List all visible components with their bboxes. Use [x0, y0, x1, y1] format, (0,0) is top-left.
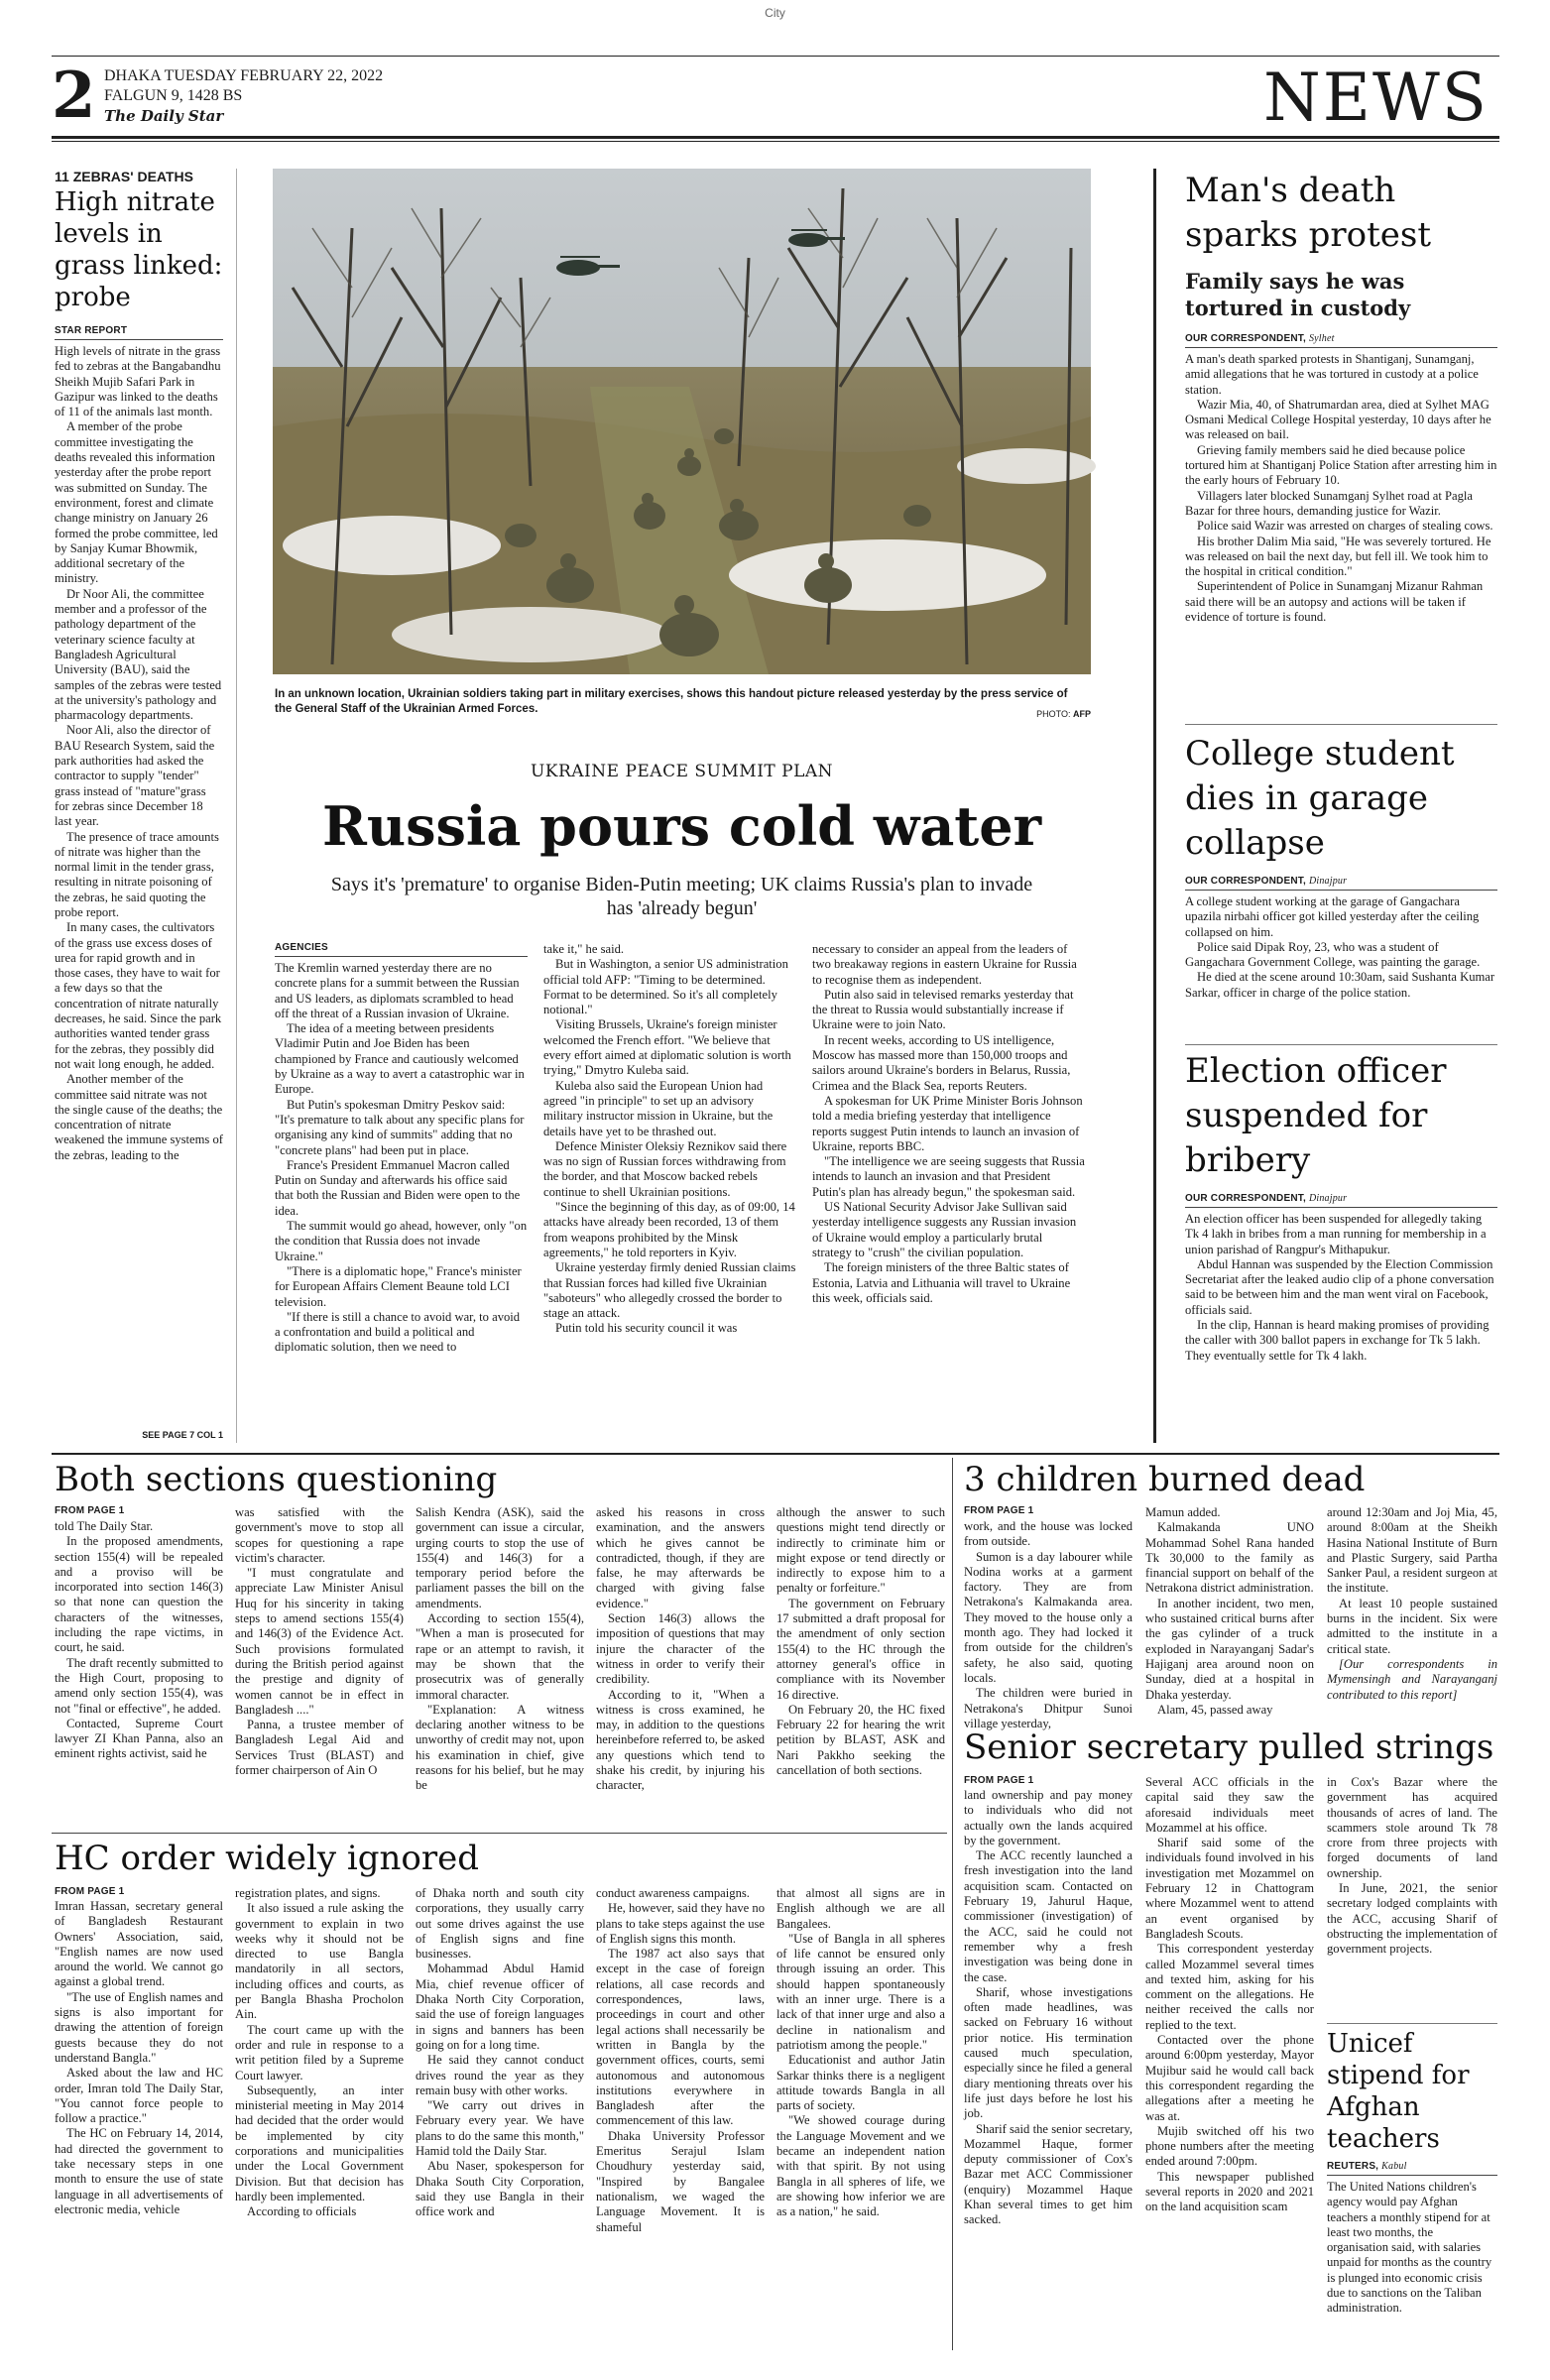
hc-col-4	[596, 1886, 765, 2350]
paragraph: The court came up with the order and rule in response to a writ petition filed by a Supreme Court lawyer.	[235, 2022, 404, 2082]
both-col-4	[596, 1505, 765, 1828]
hc-col-3	[416, 1886, 584, 2350]
paragraph: Sharif said some of the individuals found involved in his investigation met Mozammel on February 12 in Chattogram where Mozammel went to attend an event organised by Bangladesh Scouts.	[1145, 1836, 1314, 1941]
paragraph: A member of the probe committee investigating the deaths revealed this information yesterday after the probe report was submitted on Sunday. The environment, forest and climate change ministry on January 26 formed the probe committee, led by Sanjay Kumar Bhowmik, additional secretary of the ministry.	[55, 419, 218, 586]
paragraph: Abu Naser, spokesperson for Dhaka South City Corporation, said they use Bangla in their office work and	[416, 2159, 584, 2219]
paragraph: although the answer to such questions might tend directly or indirectly to criminate him or might expose or tend directly or indirectly to expose him to a penalty or forfeiture."	[776, 1505, 945, 1596]
column-divider	[236, 169, 237, 1443]
photo-credit-source: AFP	[1073, 709, 1091, 719]
zebras-headline: High nitrate levels in grass linked: probe	[55, 187, 223, 312]
senior-col-2	[1145, 1775, 1314, 2350]
both-col-1	[55, 1519, 223, 1827]
byline-location: Dinajpur	[1308, 876, 1348, 887]
paragraph: necessary to consider an appeal from the leaders of two breakaway regions in eastern Ukraine for Russia to recognise them as independent.	[812, 942, 1077, 987]
both-sections-headline: Both sections questioning	[55, 1460, 498, 1499]
unicef-byline	[1327, 2161, 1497, 2176]
paragraph: Visiting Brussels, Ukraine's foreign minister welcomed the French effort. "We believe that every effort aimed at diplomatic solution is worth trying," Dmytro Kuleba said.	[543, 1017, 791, 1078]
paragraph: But in Washington, a senior US administration official told AFP: "Timing to be determined. Format to be determined. So it's all completely notional."	[543, 957, 788, 1017]
mans-death-byline	[1185, 333, 1497, 348]
zebras-continued[interactable]: SEE PAGE 7 COL 1	[142, 1430, 223, 1440]
byline-agency: OUR CORRESPONDENT,	[1185, 876, 1306, 887]
paragraph: Alam, 45, passed away	[1157, 1702, 1273, 1717]
hc-col-1	[55, 1899, 223, 2350]
both-col-2	[235, 1505, 404, 1828]
hc-col-5	[776, 1886, 945, 2350]
paper-logo: The Daily Star	[104, 107, 224, 125]
paragraph: In another incident, two men, who sustained critical burns after the gas cylinder of a truck exploded in Narayanganj Sadar's Hajiganj area around noon on Sunday, died at a hospital in Dhaka yesterday.	[1145, 1596, 1314, 1702]
paragraph: that almost all signs are in English although we are all Bangalees.	[776, 1886, 945, 1931]
paragraph: The HC on February 14, 2014, had directed the government to take necessary steps in one month to ensure the use of state language in all advertisements of electronic media, vehicle	[55, 2126, 223, 2216]
paragraph: registration plates, and signs.	[235, 1886, 381, 1900]
paragraph: was satisfied with the government's move to stop all scopes for questioning a rape victim's character.	[235, 1505, 404, 1565]
senior-headline: Senior secretary pulled strings	[964, 1727, 1494, 1767]
paragraph: told The Daily Star.	[55, 1519, 154, 1533]
paragraph: According to officials	[247, 2204, 357, 2219]
paragraph: Kalmakanda UNO Mohammad Sohel Rana handed Tk 30,000 to the family as financial support on behalf of the Netrakona district administration.	[1145, 1520, 1314, 1596]
paragraph: Police said Wazir was arrested on charges of stealing cows.	[1197, 519, 1493, 534]
paragraph: Contacted, Supreme Court lawyer ZI Khan Panna, also an eminent rights activist, said he	[55, 1716, 223, 1761]
lead-headline: Russia pours cold water	[321, 794, 1042, 858]
paragraph: Putin also said in televised remarks yesterday that the threat to Russia would substantially increase if Ukraine were to join Nato.	[812, 987, 1074, 1032]
paragraph: A college student working at the garage of Gangachara upazila nirbahi officer got killed yesterday after the ceiling collapsed on him.	[1185, 894, 1480, 939]
paragraph: "If there is still a chance to avoid war, to avoid a confrontation and build a political and diplomatic solution, then we need to	[275, 1309, 521, 1355]
soldiers-exercise-image	[273, 169, 1091, 674]
mans-death-subhead: Family says he was tortured in custody	[1185, 269, 1411, 320]
paragraph: This newspaper published several reports in 2020 and 2021 on the land acquisition scam	[1145, 2169, 1314, 2214]
lead-col1-body	[275, 961, 528, 1356]
paragraph: "Use of Bangla in all spheres of life cannot be ensured only through issuing an order. This should happen spontaneously with an inner urge. There is a lack of that inner urge and also a decline in nationalism and patriotism among the people."	[776, 1931, 945, 2052]
paragraph: Dr Noor Ali, the committee member and a professor of the pathology department of the veterinary science faculty at Bangladesh Agricultural University (BAU), said the samples of the zebras were tested at the university's pathology and pharmacology departments.	[55, 586, 222, 723]
lead-byline: AGENCIES	[275, 942, 528, 957]
paragraph: A man's death sparked protests in Shantiganj, Sunamganj, amid allegations that he was tortured in custody at a police station.	[1185, 352, 1479, 397]
mans-death-headline: Man's death sparks protest	[1185, 171, 1431, 255]
paragraph: "There is a diplomatic hope," France's minister for European Affairs Clement Beaune told LCI television.	[275, 1263, 522, 1309]
children-col-1	[964, 1519, 1133, 1730]
hc-order-from: FROM PAGE 1	[55, 1886, 125, 1897]
senior-col-3	[1327, 1775, 1497, 2023]
college-story	[1185, 732, 1497, 1049]
paragraph: He died at the scene around 10:30am, said Sushanta Kumar Sarkar, officer in charge of the police station.	[1185, 970, 1495, 1000]
header-rule-thin	[52, 141, 1499, 142]
lead-deck: Says it's 'premature' to organise Biden-Putin meeting; UK claims Russia's plan to invade has 'already begun'	[330, 874, 1033, 919]
paragraph: Wazir Mia, 40, of Shatrumardan area, died at Sylhet MAG Osmani Medical College Hospital yesterday, 10 days after he was released on bail.	[1185, 397, 1491, 442]
paragraph: Defence Minister Oleksiy Reznikov said there was no sign of Russian forces withdrawing from the border, and that Moscow backed rebels continue to shell Ukrainian positions.	[543, 1138, 787, 1199]
header-top-rule	[52, 56, 1499, 57]
paragraph: High levels of nitrate in the grass fed to zebras at the Bangabandhu Sheikh Mujib Safari Park in Gazipur was linked to the deaths of 11 of the animals last month.	[55, 344, 221, 419]
paragraph: take it," he said.	[543, 942, 625, 956]
paragraph: Contacted over the phone around 6:00pm yesterday, Mayor Mujibur said he would call back this correspondent regarding the allegations after a meeting he was at.	[1145, 2033, 1314, 2123]
photo-credit	[992, 709, 1091, 719]
paragraph: Superintendent of Police in Sunamganj Mizanur Rahman said there will be an autopsy and actions will be taken if evidence of torture is found.	[1185, 579, 1484, 625]
section-title: NEWS	[1263, 60, 1489, 136]
paragraph: Salish Kendra (ASK), said the government can issue a circular, urging courts to stop the use of 155(4) and 146(3) for a temporary period before the parliament passes the bill on the amendments.	[416, 1505, 584, 1610]
paragraph: "The intelligence we are seeing suggests that Russia intends to launch an invasion and that President Putin's plan has already begun," the spokesman said.	[812, 1154, 1085, 1199]
paragraph: around 12:30am and Joj Mia, 45, around 8:00am at the Sheikh Hasina National Institute of Burn and Plastic Surgery, said Partha Sanker Paul, a resident surgeon at the institute.	[1327, 1505, 1497, 1596]
both-sections-from: FROM PAGE 1	[55, 1505, 125, 1516]
unicef-headline: Unicef stipend for Afghan teachers	[1327, 2029, 1470, 2154]
paragraph: It also issued a rule asking the government to explain in two weeks why it should not be directed to use Bangla mandatorily in all sectors, including offices and courts, as per Bangla Bhasha Procholon Ain.	[235, 1901, 404, 2022]
paragraph: conduct awareness campaigns.	[596, 1886, 750, 1900]
lead-kicker: UKRAINE PEACE SUMMIT PLAN	[530, 762, 834, 781]
senior-col-1	[964, 1788, 1133, 2348]
paragraph: "We showed courage during the Language Movement and we became an independent nation with that spirit. By not using Bangla in all spheres of life, we are showing how inferior we are as a nation," he said.	[776, 2113, 945, 2219]
paragraph: The 1987 act also says that except in the case of foreign relations, all case records and correspondences, laws, proceedings in court and other legal actions shall necessarily be written in Bangla by the government offices, courts, semi autonomous and autonomous institutions everywhere in Bangladesh after the commencement of this law.	[596, 1947, 765, 2128]
paragraph: On February 20, the HC fixed February 22 for hearing the writ petition by BLAST, ASK and Nari Pakkho seeking the cancellation of both sections.	[776, 1702, 945, 1778]
election-headline: Election officer suspended for bribery	[1185, 1051, 1447, 1180]
paragraph: US National Security Advisor Jake Sullivan said yesterday intelligence suggests any Russian invasion of Ukraine would employ a particularly brutal strategy to "crush" the civilian population.	[812, 1200, 1077, 1259]
mans-death-body	[1185, 352, 1497, 625]
both-col-3	[416, 1505, 584, 1828]
ukraine-photo	[273, 169, 1091, 674]
paragraph: The United Nations children's agency would pay Afghan teachers a monthly stipend for at least two months, the organisation said, with salaries unpaid for months as the country is plunged into economic crisis due to sanctions on the Taliban administration.	[1327, 2180, 1492, 2316]
page-number: 2	[52, 59, 96, 133]
children-headline: 3 children burned dead	[964, 1460, 1366, 1499]
story-divider	[1327, 2023, 1497, 2024]
paragraph: Section 146(3) allows the imposition of questions that may injure the character of the witness in order to verify their credibility.	[596, 1611, 765, 1687]
paragraph: of Dhaka north and south city corporations, they usually carry out some drives against the use of English signs and fine businesses.	[416, 1886, 584, 1962]
paragraph: Asked about the law and HC order, Imran told The Daily Star, "You cannot force people to follow a practice."	[55, 2066, 223, 2126]
paragraph: work, and the house was locked from outside.	[964, 1519, 1133, 1549]
paragraph: The draft recently submitted to the High Court, proposing to amend only section 155(4), was not "final or effective", he added.	[55, 1655, 223, 1716]
both-col-5	[776, 1505, 945, 1828]
right-column-divider	[1153, 169, 1156, 1443]
paragraph: The presence of trace amounts of nitrate was higher than the normal limit in the tender grass, resulting in nitrate poisoning of the zebras, he said quoting the probe report.	[55, 829, 219, 919]
paragraph: France's President Emmanuel Macron called Putin on Sunday and afterwards his office said that both the Russian and Biden were open to the idea.	[275, 1157, 521, 1218]
children-from: FROM PAGE 1	[964, 1505, 1034, 1516]
byline-location: Kabul	[1381, 2161, 1407, 2172]
paragraph: Sharif, whose investigations often made headlines, was sacked on February 16 without prior notice. His termination caused much speculation, especially since he filed a general diary mentioning threats over his life just days before he lost his job.	[964, 1984, 1133, 2121]
paragraph: Several ACC officials in the capital said they saw the aforesaid individuals meet Mozammel at his office.	[1145, 1775, 1314, 1835]
byline-location: Sylhet	[1308, 333, 1335, 344]
story-divider	[1185, 1044, 1497, 1045]
paragraph: Kuleba also said the European Union had agreed "in principle" to set up an advisory military instructor mission in Ukraine, but the details have yet to be thrashed out.	[543, 1078, 774, 1138]
paragraph: In many cases, the cultivators of the grass use excess doses of urea for rapid growth and in those cases, they have to wait for a few days so that the concentration of nitrate naturally decreases, he said. Since the park authorities wanted tender grass for the zebras, they possibly did not wait long enough, he added.	[55, 920, 222, 1071]
zebras-byline: STAR REPORT	[55, 325, 223, 340]
paragraph: A spokesman for UK Prime Minister Boris Johnson told a media briefing yesterday that intelligence reports suggest Putin intends to launch an invasion of Ukraine, reports BBC.	[812, 1093, 1083, 1153]
paragraph: Mujib switched off his two phone numbers after the meeting ended around 7:00pm.	[1145, 2123, 1314, 2169]
paragraph: But Putin's spokesman Dmitry Peskov said: "It's premature to talk about any specific plans for organising any kind of summits" adding that no "concrete plans" had been put in place.	[275, 1097, 525, 1157]
paragraph: Mamun added.	[1145, 1505, 1221, 1519]
paragraph: Imran Hassan, secretary general of Bangladesh Restaurant Owners' Association, said, "English names are now used around the world. We cannot go against a global trend.	[55, 1899, 223, 1989]
lead-column-2	[543, 942, 796, 1438]
paragraph: At least 10 people sustained burns in the incident. Six were admitted to the institute in a critical state.	[1327, 1596, 1497, 1656]
hc-order-headline: HC order widely ignored	[55, 1839, 480, 1878]
paragraph: Educationist and author Jatin Sarkar thinks there is a negligent attitude towards Bangla in all parts of society.	[776, 2053, 945, 2113]
paragraph: An election officer has been suspended for allegedly taking Tk 4 lakh in bribes from a man running for membership in a union parishad of Rangpur's Mithapukur.	[1185, 1212, 1487, 1256]
election-body	[1185, 1212, 1497, 1364]
paragraph: Ukraine yesterday firmly denied Russian claims that Russian forces had killed five Ukrainian "saboteurs" who allegedly crossed the border to stage an attack.	[543, 1260, 796, 1321]
lead-column-3	[812, 942, 1085, 1438]
story-divider	[1185, 724, 1497, 725]
byline-location: Dinajpur	[1308, 1193, 1348, 1204]
paragraph: [Our correspondents in Mymensingh and Narayanganj contributed to this report]	[1327, 1656, 1497, 1702]
college-body	[1185, 894, 1497, 1001]
paragraph: In June, 2021, the senior secretary lodged complaints with the ACC, accusing Sharif of obstructing the implementation of government projects.	[1327, 1881, 1497, 1957]
story-divider	[52, 1833, 947, 1834]
byline-agency: OUR CORRESPONDENT,	[1185, 1193, 1306, 1204]
paragraph: He, however, said they have no plans to take steps against the use of English signs this month.	[596, 1901, 765, 1946]
paragraph: He said they cannot conduct drives round the year as they remain busy with other works.	[416, 2053, 584, 2097]
college-headline: College student dies in garage collapse	[1185, 734, 1455, 863]
section-rule	[52, 1453, 1499, 1455]
unicef-story	[1327, 2028, 1497, 2350]
header-rule	[52, 136, 1499, 139]
paragraph: In the proposed amendments, section 155(4) will be repealed and a proviso will be incorporated into section 146(3) so that none can question the characters of the witnesses, including the rape victims, in court, he said.	[55, 1534, 223, 1655]
paragraph: Grieving family members said he died because police tortured him at Shantiganj Police Station after arresting him in the early hours of February 10.	[1185, 442, 1497, 488]
lead-column-1	[275, 942, 528, 1438]
election-byline	[1185, 1193, 1497, 1208]
paragraph: The ACC recently launched a fresh investigation into the land acquisition scam. Contacted on February 19, Jahurul Haque, commissioner (investigation) of the ACC, said he could not remember why a fresh investigation was being done in the case.	[964, 1848, 1133, 1984]
unicef-body	[1327, 2180, 1497, 2317]
hc-col-2	[235, 1886, 404, 2350]
zebras-body	[55, 344, 223, 1163]
photo-credit-label: PHOTO:	[1036, 709, 1071, 719]
paragraph: Dhaka University Professor Emeritus Serajul Islam Choudhury yesterday said, "Inspired by Bangalee nationalism, we waged the Language Movement. It is shameful	[596, 2128, 765, 2234]
paragraph: Panna, a trustee member of Bangladesh Legal Aid and Services Trust (BLAST) and former chairperson of Ain O	[235, 1718, 404, 1778]
paragraph: "Explanation: A witness declaring another witness to be unworthy of credit may not, upon his examination in chief, give reasons for his belief, but he may be	[416, 1702, 584, 1793]
paragraph: In recent weeks, according to US intelligence, Moscow has massed more than 150,000 troops and sailors around Ukraine's borders in Belarus, Russia, Crimea and the Black Sea, reports Reuters.	[812, 1032, 1071, 1093]
paragraph: Sumon is a day labourer while Nodina works at a garment factory. They are from Netrakona's Kalmakanda area. They moved to the house only a month ago. They had locked it from outside for the children's safety, he also said, quoting locals.	[964, 1549, 1133, 1685]
paragraph: The Kremlin warned yesterday there are no concrete plans for a summit between the Russian and US leaders, as diplomats scrambled to head off the threat of a Russian invasion of Ukraine.	[275, 961, 520, 1020]
paragraph: Sharif said the senior secretary, Mozammel Haque, former deputy commissioner of Cox's Bazar met ACC Commissioner (enquiry) Mozammel Haque Khan several times to get him sacked.	[964, 2121, 1133, 2227]
senior-from: FROM PAGE 1	[964, 1775, 1034, 1786]
paragraph: Subsequently, an inter ministerial meeting in May 2014 had decided that the order would be implemented by city corporations and municipalities under the Local Government Division. But that decision has hardly been implemented.	[235, 2082, 404, 2203]
paragraph: "We carry out drives in February every year. We have plans to do the same this month," Hamid told the Daily Star.	[416, 2098, 584, 2159]
paragraph: "Since the beginning of this day, as of 09:00, 14 attacks have already been recorded, 13 of them from weapons prohibited by the Minsk agreements," he told reporters in Kyiv.	[543, 1200, 795, 1259]
paragraph: "The use of English names and signs is also important for drawing the attention of foreign guests because they do not understand Bangla."	[55, 1989, 223, 2065]
paragraph: in Cox's Bazar where the government has acquired thousands of acres of land. The scammers stole around Tk 78 crore from three projects with forged documents of land ownership.	[1327, 1775, 1497, 1880]
paragraph: asked his reasons in cross examination, and the answers which he gives cannot be contradicted, though, if they are false, he may afterwards be charged with giving false evidence."	[596, 1505, 765, 1610]
paragraph: Another member of the committee said nitrate was not the single cause of the deaths; the concentration of nitrate weakened the immune systems of the zebras, leading to the	[55, 1072, 223, 1162]
falgun-date: FALGUN 9, 1428 BS	[104, 87, 243, 104]
paragraph: Abdul Hannan was suspended by the Election Commission Secretariat after the leaked audio clip of a phone conversation said to be between him and the man went viral on Facebook, officials said.	[1185, 1256, 1494, 1317]
paragraph: Noor Ali, also the director of BAU Research System, said the park authorities had asked the contractor to supply "tender" grass instead of "mature"grass for zebras since December 18 last year.	[55, 723, 215, 829]
paragraph: In the clip, Hannan is heard making promises of providing the caller with 300 ballot papers in exchange for Tk 5 lakh. They eventually settle for Tk 4 lakh.	[1185, 1318, 1490, 1363]
children-col-3	[1327, 1505, 1497, 1719]
column-divider	[952, 1458, 953, 2350]
paragraph: Villagers later blocked Sunamganj Sylhet road at Pagla Bazar for three hours, demanding justice for Wazir.	[1185, 488, 1473, 518]
paragraph: The summit would go ahead, however, only "on the condition that Russia does not invade Ukraine."	[275, 1219, 528, 1263]
photo-caption: In an unknown location, Ukrainian soldiers taking part in military exercises, shows this handout picture released yesterday by the press service of the General Staff of the Ukrainian Armed Forces.	[275, 688, 1068, 715]
paragraph: This correspondent yesterday called Mozammel several times and texted him, asking for his comment on the allegations. He neither received the calls nor replied to the text.	[1145, 1942, 1314, 2032]
zebras-story	[55, 169, 223, 1448]
paragraph: The children were buried in Netrakona's Dhitpur Sunoi village yesterday,	[964, 1686, 1133, 1730]
byline-agency: REUTERS,	[1327, 2161, 1379, 2172]
paragraph: Putin told his security council it was	[555, 1321, 738, 1336]
mans-death-story	[1185, 169, 1497, 724]
paragraph: According to section 155(4), "When a man is prosecuted for rape or an attempt to ravish, it may be shown that the prosecutrix was of generally immoral character.	[416, 1611, 584, 1702]
paragraph: The idea of a meeting between presidents Vladimir Putin and Joe Biden has been championed by France and cautiously welcomed by Ukraine as a way to avert a catastrophic war in Europe.	[275, 1021, 525, 1097]
paragraph: According to it, "When a witness is cross examined, he may, in addition to the questions hereinbefore referred to, be asked any questions which tend to shake his credit, by injuring his character,	[596, 1687, 765, 1793]
dateline: DHAKA TUESDAY FEBRUARY 22, 2022	[104, 67, 384, 84]
paragraph: His brother Dalim Mia said, "He was severely tortured. He was released on bail the next day, but fell ill. We took him to the hospital in critical condition."	[1185, 534, 1491, 579]
children-col-2	[1145, 1505, 1314, 1719]
section-label: City	[765, 6, 785, 20]
paragraph: land ownership and pay money to individuals who did not actually own the lands acquired by the government.	[964, 1788, 1133, 1847]
college-byline	[1185, 876, 1497, 891]
paragraph: Mohammad Abdul Hamid Mia, chief revenue officer of Dhaka North City Corporation, said the use of foreign languages in signs and banners has been going on for a long time.	[416, 1962, 584, 2052]
paragraph: Police said Dipak Roy, 23, who was a student of Gangachara Government College, was painting the garage.	[1185, 939, 1481, 970]
byline-agency: OUR CORRESPONDENT,	[1185, 333, 1306, 344]
paragraph: The foreign ministers of the three Baltic states of Estonia, Latvia and Lithuania will travel to Ukraine this week, officials said.	[812, 1260, 1071, 1305]
election-story	[1185, 1049, 1497, 1446]
paragraph: "I must congratulate and appreciate Law Minister Anisul Huq for his sincerity in taking steps to amend sections 155(4) and 146(3) of the Evidence Act. Such provisions formulated during the British period against the prestige and dignity of women cannot be in effect in Bangladesh ...."	[235, 1566, 404, 1717]
zebras-kicker: 11 ZEBRAS' DEATHS	[55, 169, 193, 184]
paragraph: The government on February 17 submitted a draft proposal for the amendment of only section 155(4) to the HC through the attorney general's office in compliance with its November 16 directive.	[776, 1596, 945, 1702]
